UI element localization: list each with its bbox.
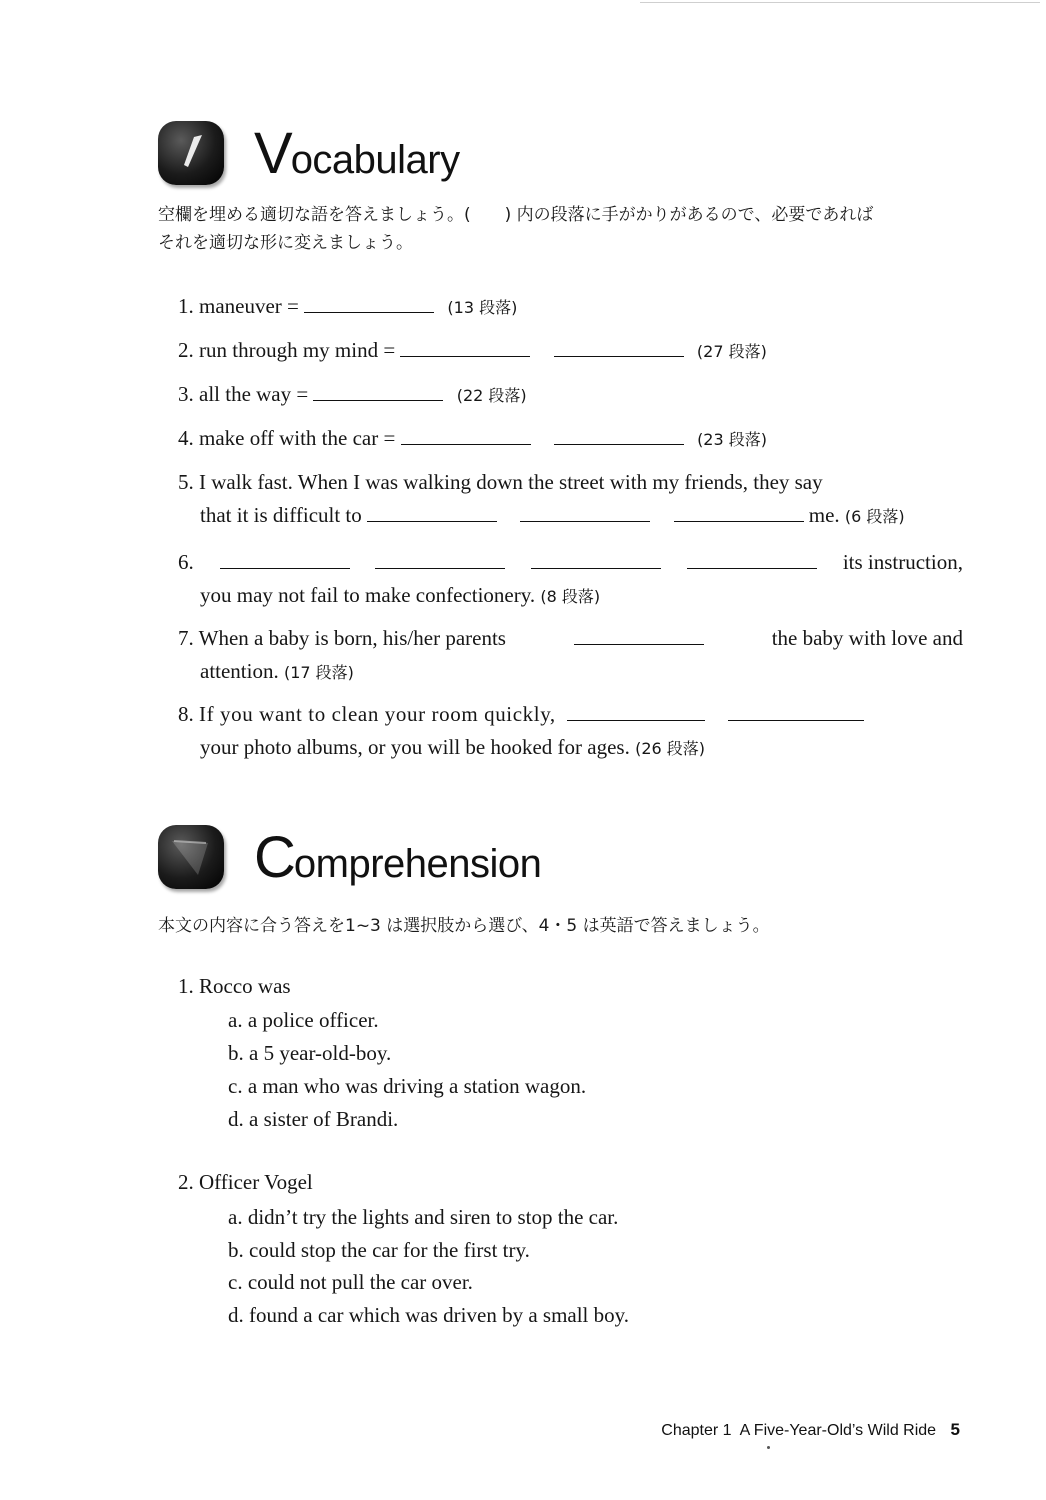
answer-blank[interactable] xyxy=(574,626,704,645)
footer-chapter: Chapter 1 xyxy=(661,1422,732,1439)
page-footer xyxy=(661,1420,960,1440)
vocab-item-8: 8. If you want to clean your room quickly, your photo albums, or you will be hooked for ages. (26 段落) xyxy=(178,698,963,765)
book-badge-icon xyxy=(158,825,224,889)
option-2a[interactable]: a. didn’t try the lights and siren to stop the car. xyxy=(228,1205,619,1229)
vocab-item-5: 5. I walk fast. When I was walking down the street with my friends, they say that it is difficult to me. (6 段落) xyxy=(178,470,905,527)
vocabulary-title: Vocabulary xyxy=(254,120,460,186)
answer-blank[interactable] xyxy=(400,338,530,357)
answer-blank[interactable] xyxy=(401,426,531,445)
answer-blank[interactable] xyxy=(367,503,497,522)
comprehension-question-1: 1. Rocco was xyxy=(178,974,291,998)
footer-title: A Five-Year-Old’s Wild Ride xyxy=(739,1422,937,1439)
vocab-item-1: 1. maneuver = (13 段落) xyxy=(178,294,518,318)
option-1a[interactable]: a. a police officer. xyxy=(228,1008,379,1032)
option-2c[interactable]: c. could not pull the car over. xyxy=(228,1270,473,1294)
comprehension-heading xyxy=(158,817,541,897)
instruction-line-1: 空欄を埋める適切な語を答えましょう。( ) 内の段落に手がかりがあるので、必要であれば xyxy=(158,205,874,225)
option-1c[interactable]: c. a man who was driving a station wagon. xyxy=(228,1074,587,1098)
answer-blank[interactable] xyxy=(520,503,650,522)
answer-blank[interactable] xyxy=(687,550,817,569)
answer-blank[interactable] xyxy=(304,294,434,313)
answer-blank[interactable] xyxy=(728,702,864,721)
comprehension-title: Comprehension xyxy=(254,824,542,890)
answer-blank[interactable] xyxy=(554,426,684,445)
answer-blank[interactable] xyxy=(375,550,505,569)
answer-blank[interactable] xyxy=(674,503,804,522)
option-1d[interactable]: d. a sister of Brandi. xyxy=(228,1107,399,1131)
comprehension-instruction: 本文の内容に合う答えを1~3 は選択肢から選び、4・5 は英語で答えましょう。 xyxy=(158,916,770,936)
answer-blank[interactable] xyxy=(313,382,443,401)
vocab-item-4: 4. make off with the car = (23 段落) xyxy=(178,426,767,450)
vocab-item-6: 6. its instruction, you may not fail to make confectionery. (8 段落) xyxy=(178,550,963,607)
vocabulary-heading xyxy=(158,113,460,193)
footer-dot xyxy=(767,1446,770,1449)
option-2d[interactable]: d. found a car which was driven by a small boy. xyxy=(228,1303,630,1327)
vocab-item-2: 2. run through my mind = (27 段落) xyxy=(178,338,767,362)
page-number: 5 xyxy=(950,1420,960,1439)
instruction-line-2: それを適切な形に変えましょう。 xyxy=(158,233,413,253)
answer-blank[interactable] xyxy=(220,550,350,569)
comprehension-question-2: 2. Officer Vogel xyxy=(178,1170,313,1194)
pencil-badge-icon xyxy=(158,121,224,185)
answer-blank[interactable] xyxy=(567,702,705,721)
top-rule xyxy=(640,2,1040,3)
answer-blank[interactable] xyxy=(554,338,684,357)
answer-blank[interactable] xyxy=(531,550,661,569)
option-1b[interactable]: b. a 5 year-old-boy. xyxy=(228,1041,392,1065)
vocab-item-3: 3. all the way = (22 段落) xyxy=(178,382,527,406)
vocab-item-7: 7. When a baby is born, his/her parents the baby with love and attention. (17 段落) xyxy=(178,626,963,683)
option-2b[interactable]: b. could stop the car for the first try. xyxy=(228,1238,530,1262)
vocabulary-instruction xyxy=(158,201,968,257)
